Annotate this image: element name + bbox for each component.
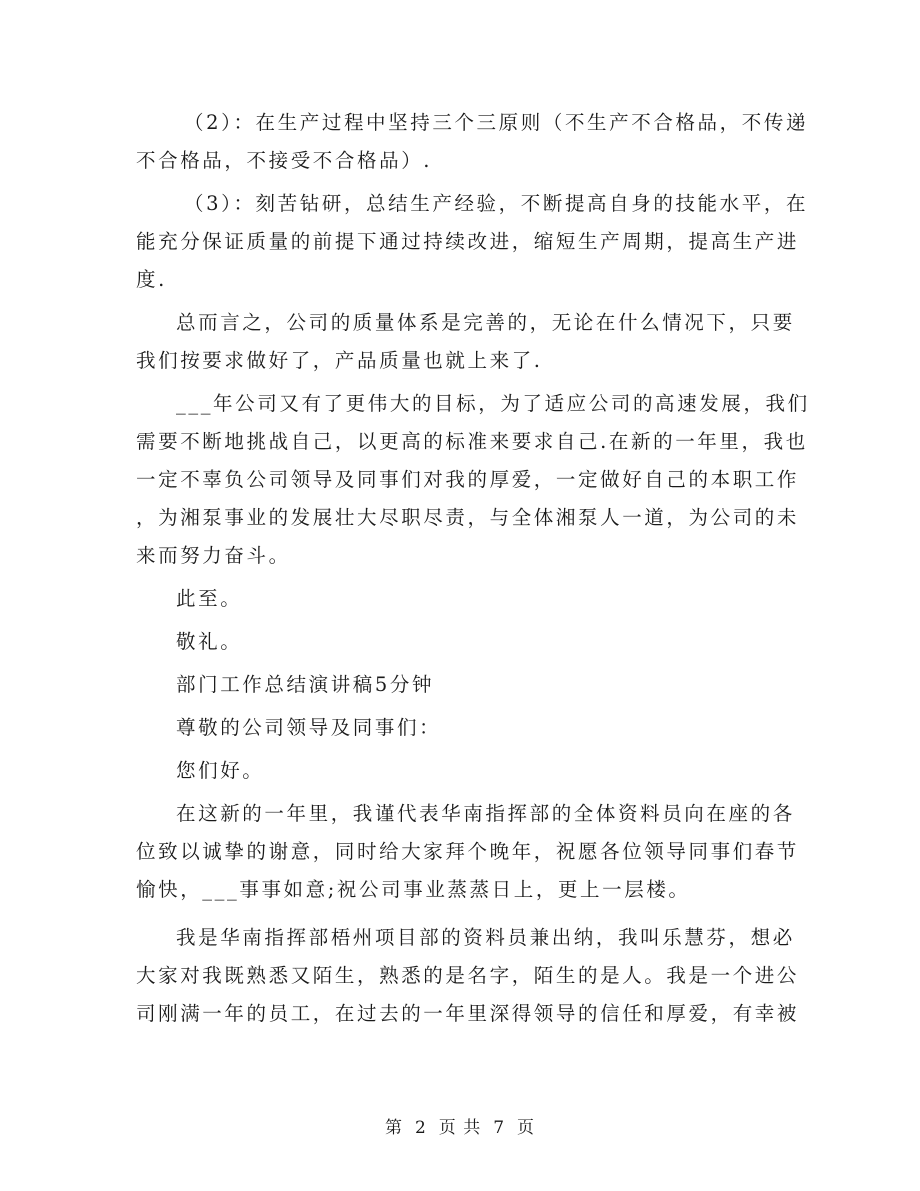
text-line: 司刚满一年的员工，在过去的一年里深得领导的信任和厚爱，有幸被 — [136, 1002, 800, 1025]
page-total: 7 — [493, 1118, 506, 1138]
text-line: 来而努力奋斗。 — [136, 544, 291, 567]
text-line: 我们按要求做好了，产品质量也就上来了. — [136, 349, 543, 372]
text-line: 我是华南指挥部梧州项目部的资料员兼出纳，我叫乐慧芬，想必 — [176, 926, 795, 949]
document-body — [136, 104, 810, 1033]
text-line: 能充分保证质量的前提下通过持续改进，缩短生产周期，提高生产进 — [136, 230, 800, 253]
text-line: 度. — [136, 268, 167, 291]
text-line: 总而言之，公司的质量体系是完善的，无论在什么情况下，只要 — [176, 311, 795, 334]
text-line: 大家对我既熟悉又陌生，熟悉的是名字，陌生的是人。我是一个进公 — [136, 964, 800, 987]
text-line: 在这新的一年里，我谨代表华南指挥部的全体资料员向在座的各 — [176, 802, 795, 825]
salutation: 尊敬的公司领导及同事们： — [176, 716, 442, 739]
text-line: ，为湘泵事业的发展壮大尽职尽责，与全体湘泵人一道，为公司的未 — [136, 506, 800, 529]
text-line: 位致以诚挚的谢意，同时给大家拜个晚年，祝愿各位领导同事们春节 — [136, 840, 800, 863]
greeting: 您们好。 — [176, 759, 265, 782]
text-line: 敬礼。 — [176, 630, 243, 653]
text-line: 愉快，___事事如意;祝公司事业蒸蒸日上，更上一层楼。 — [136, 878, 691, 901]
page-number: 2 — [414, 1118, 427, 1138]
text-line: 需要不断地挑战自己，以更高的标准来要求自己.在新的一年里，我也 — [136, 430, 808, 453]
text-line: ___年公司又有了更伟大的目标，为了适应公司的高速发展，我们 — [176, 392, 810, 415]
footer-mid: 页 共 — [438, 1118, 482, 1138]
text-line: （2）：在生产过程中坚持三个三原则（不生产不合格品，不传递 — [184, 111, 809, 134]
footer-prefix: 第 — [384, 1118, 403, 1138]
text-line: 不合格品，不接受不合格品）. — [136, 149, 433, 172]
footer-suffix: 页 — [517, 1118, 536, 1138]
doc-subtitle: 部门工作总结演讲稿5分钟 — [176, 673, 435, 696]
text-line: 一定不辜负公司领导及同事们对我的厚爱，一定做好自己的本职工作 — [136, 468, 800, 491]
text-line: （3）：刻苦钻研，总结生产经验，不断提高自身的技能水平，在 — [184, 192, 809, 215]
page-footer — [0, 1113, 920, 1138]
text-line: 此至。 — [176, 587, 243, 610]
